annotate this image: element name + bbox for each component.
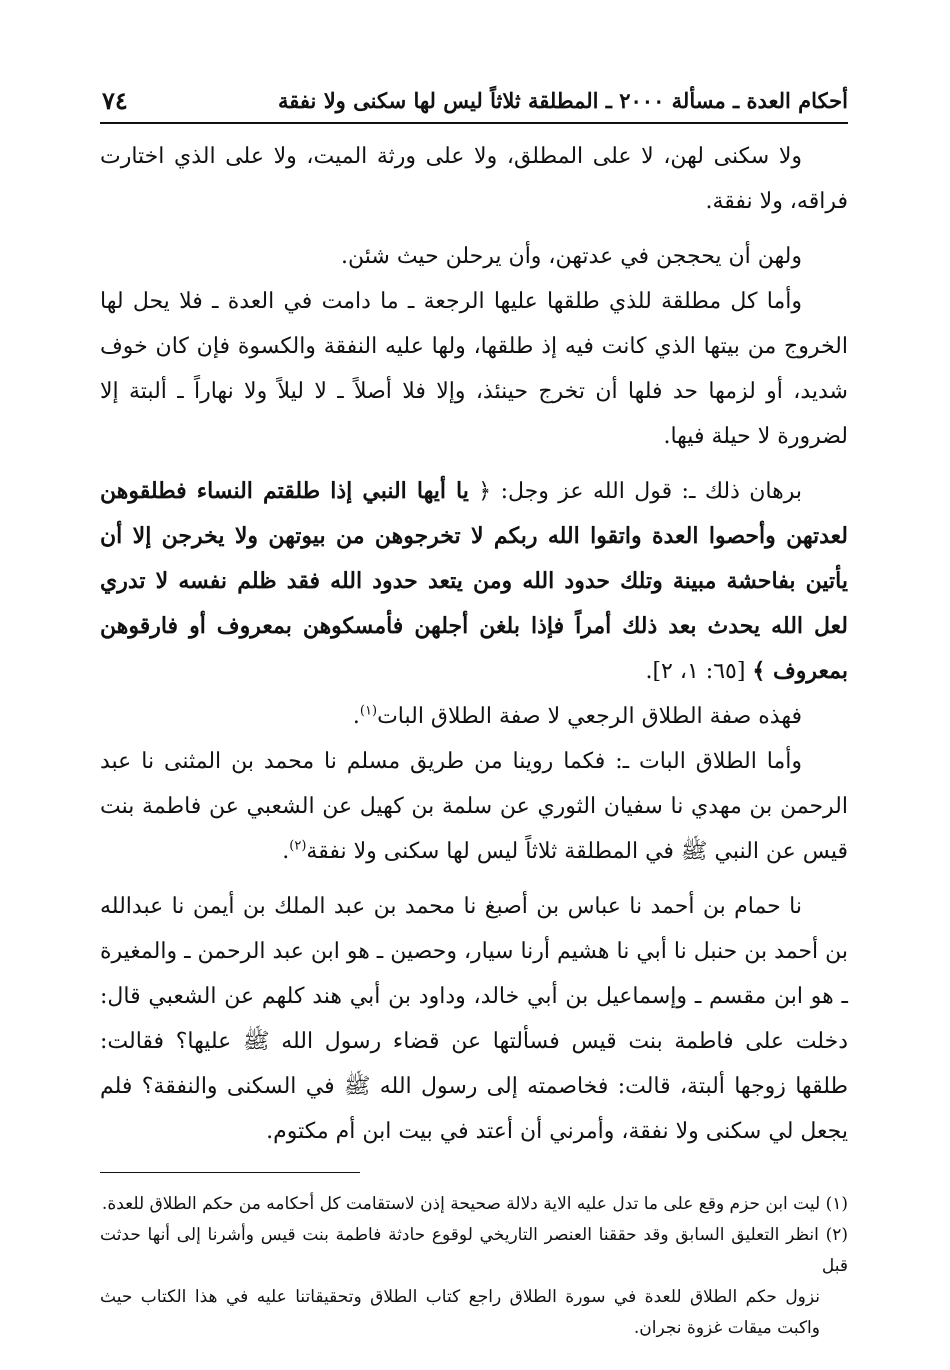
- paragraph-text: وأما الطلاق البات ـ: فكما روينا من طريق مسلم نا محمد بن المثنى نا عبد الرحمن بن مهدي نا سفيان الثوري عن سلمة بن كهيل عن الشعبي عن فاطمة بنت قيس عن النبي ﷺ في المطلقة ثلاثاً ليس لها سكنى ولا نفقة: [100, 749, 848, 864]
- footnote-2: (٢) انظر التعليق السابق وقد حققنا العنصر التاريخي لوقوع حادثة فاطمة بنت قيس وأشرنا إلى أنها حدثت قبل: [100, 1225, 848, 1276]
- paragraph-end: .: [352, 704, 360, 729]
- paragraph: ولهن أن يحججن في عدتهن، وأن يرحلن حيث شئن.: [341, 244, 802, 269]
- paragraph: [100, 694, 848, 739]
- footnote-1: (١) ليت ابن حزم وقع على ما تدل عليه الاية دلالة صحيحة إذن لاستقامت كل أحكامه من حكم الطلاق للعدة.: [101, 1194, 848, 1214]
- footnote-2-continuation: نزول حكم الطلاق للعدة في سورة الطلاق راجع كتاب الطلاق وتحقيقاتنا عليه في هذا الكتاب حيث واكبت ميقات غزوة نجران.: [100, 1287, 820, 1338]
- running-title: أحكام العدة ـ مسألة ٢٠٠٠ ـ المطلقة ثلاثاً ليس لها سكنى ولا نفقة: [278, 88, 848, 113]
- paragraph: ولا سكنى لهن، لا على المطلق، ولا على ورثة الميت، ولا على الذي اختارت فراقه، ولا نفقة.: [100, 144, 848, 214]
- verse-reference: [٦٥: ١، ٢].: [645, 659, 753, 684]
- quran-proof-paragraph: [100, 469, 848, 694]
- paragraph-text: فهذه صفة الطلاق الرجعي لا صفة الطلاق البات: [377, 704, 802, 729]
- paragraph: [100, 739, 848, 874]
- proof-intro: برهان ذلك ـ: قول الله عز وجل: ﴿: [468, 479, 802, 504]
- quran-quote: يا أيها النبي إذا طلقتم النساء فطلقوهن لعدتهن وأحصوا العدة واتقوا الله ربكم لا تخرجوهن من بيوتهن ولا يخرجن إلا أن يأتين بفاحشة مبينة وتلك حدود الله ومن يتعد حدود الله فقد ظلم نفسه لا تدري لعل الله يحدث بعد ذلك أمراً فإذا بلغن أجلهن فأمسكوهن بمعروف أو فارقوهن بمعروف ﴾: [100, 478, 848, 684]
- paragraph: وأما كل مطلقة للذي طلقها عليها الرجعة ـ ما دامت في العدة ـ فلا يحل لها الخروج من بيتها الذي كانت فيه إذ طلقها، ولها عليه النفقة والكسوة فإن كان خوف شديد، أو لزمها حد فلها أن تخرج حينئذ، وإلا فلا أصلاً ـ لا ليلاً ولا نهاراً ـ ألبتة إلا لضرورة لا حيلة فيها.: [100, 289, 848, 449]
- page-number: ٧٤: [102, 86, 128, 115]
- main-text: [100, 134, 848, 1154]
- book-page: [100, 82, 848, 1344]
- footnote-divider: [100, 1172, 360, 1173]
- footnotes: [100, 1173, 848, 1344]
- footnote-ref-1[interactable]: (١): [359, 703, 378, 719]
- page-header: [100, 82, 848, 124]
- paragraph: نا حمام بن أحمد نا عباس بن أصبغ نا محمد بن عبد الملك بن أيمن نا عبدالله بن أحمد بن حنبل نا أبي نا هشيم أرنا سيار، وحصين ـ هو ابن عبد الرحمن ـ والمغيرة ـ هو ابن مقسم ـ وإسماعيل بن أبي خالد، وداود بن أبي هند كلهم عن الشعبي قال: دخلت على فاطمة بنت قيس فسألتها عن قضاء رسول الله ﷺ عليها؟ فقالت: طلقها زوجها ألبتة، قالت: فخاصمته إلى رسول الله ﷺ في السكنى والنفقة؟ فلم يجعل لي سكنى ولا نفقة، وأمرني أن أعتد في بيت ابن أم مكتوم.: [100, 894, 848, 1144]
- footnote-ref-2[interactable]: (٢): [289, 838, 307, 854]
- paragraph-end: .: [282, 839, 290, 864]
